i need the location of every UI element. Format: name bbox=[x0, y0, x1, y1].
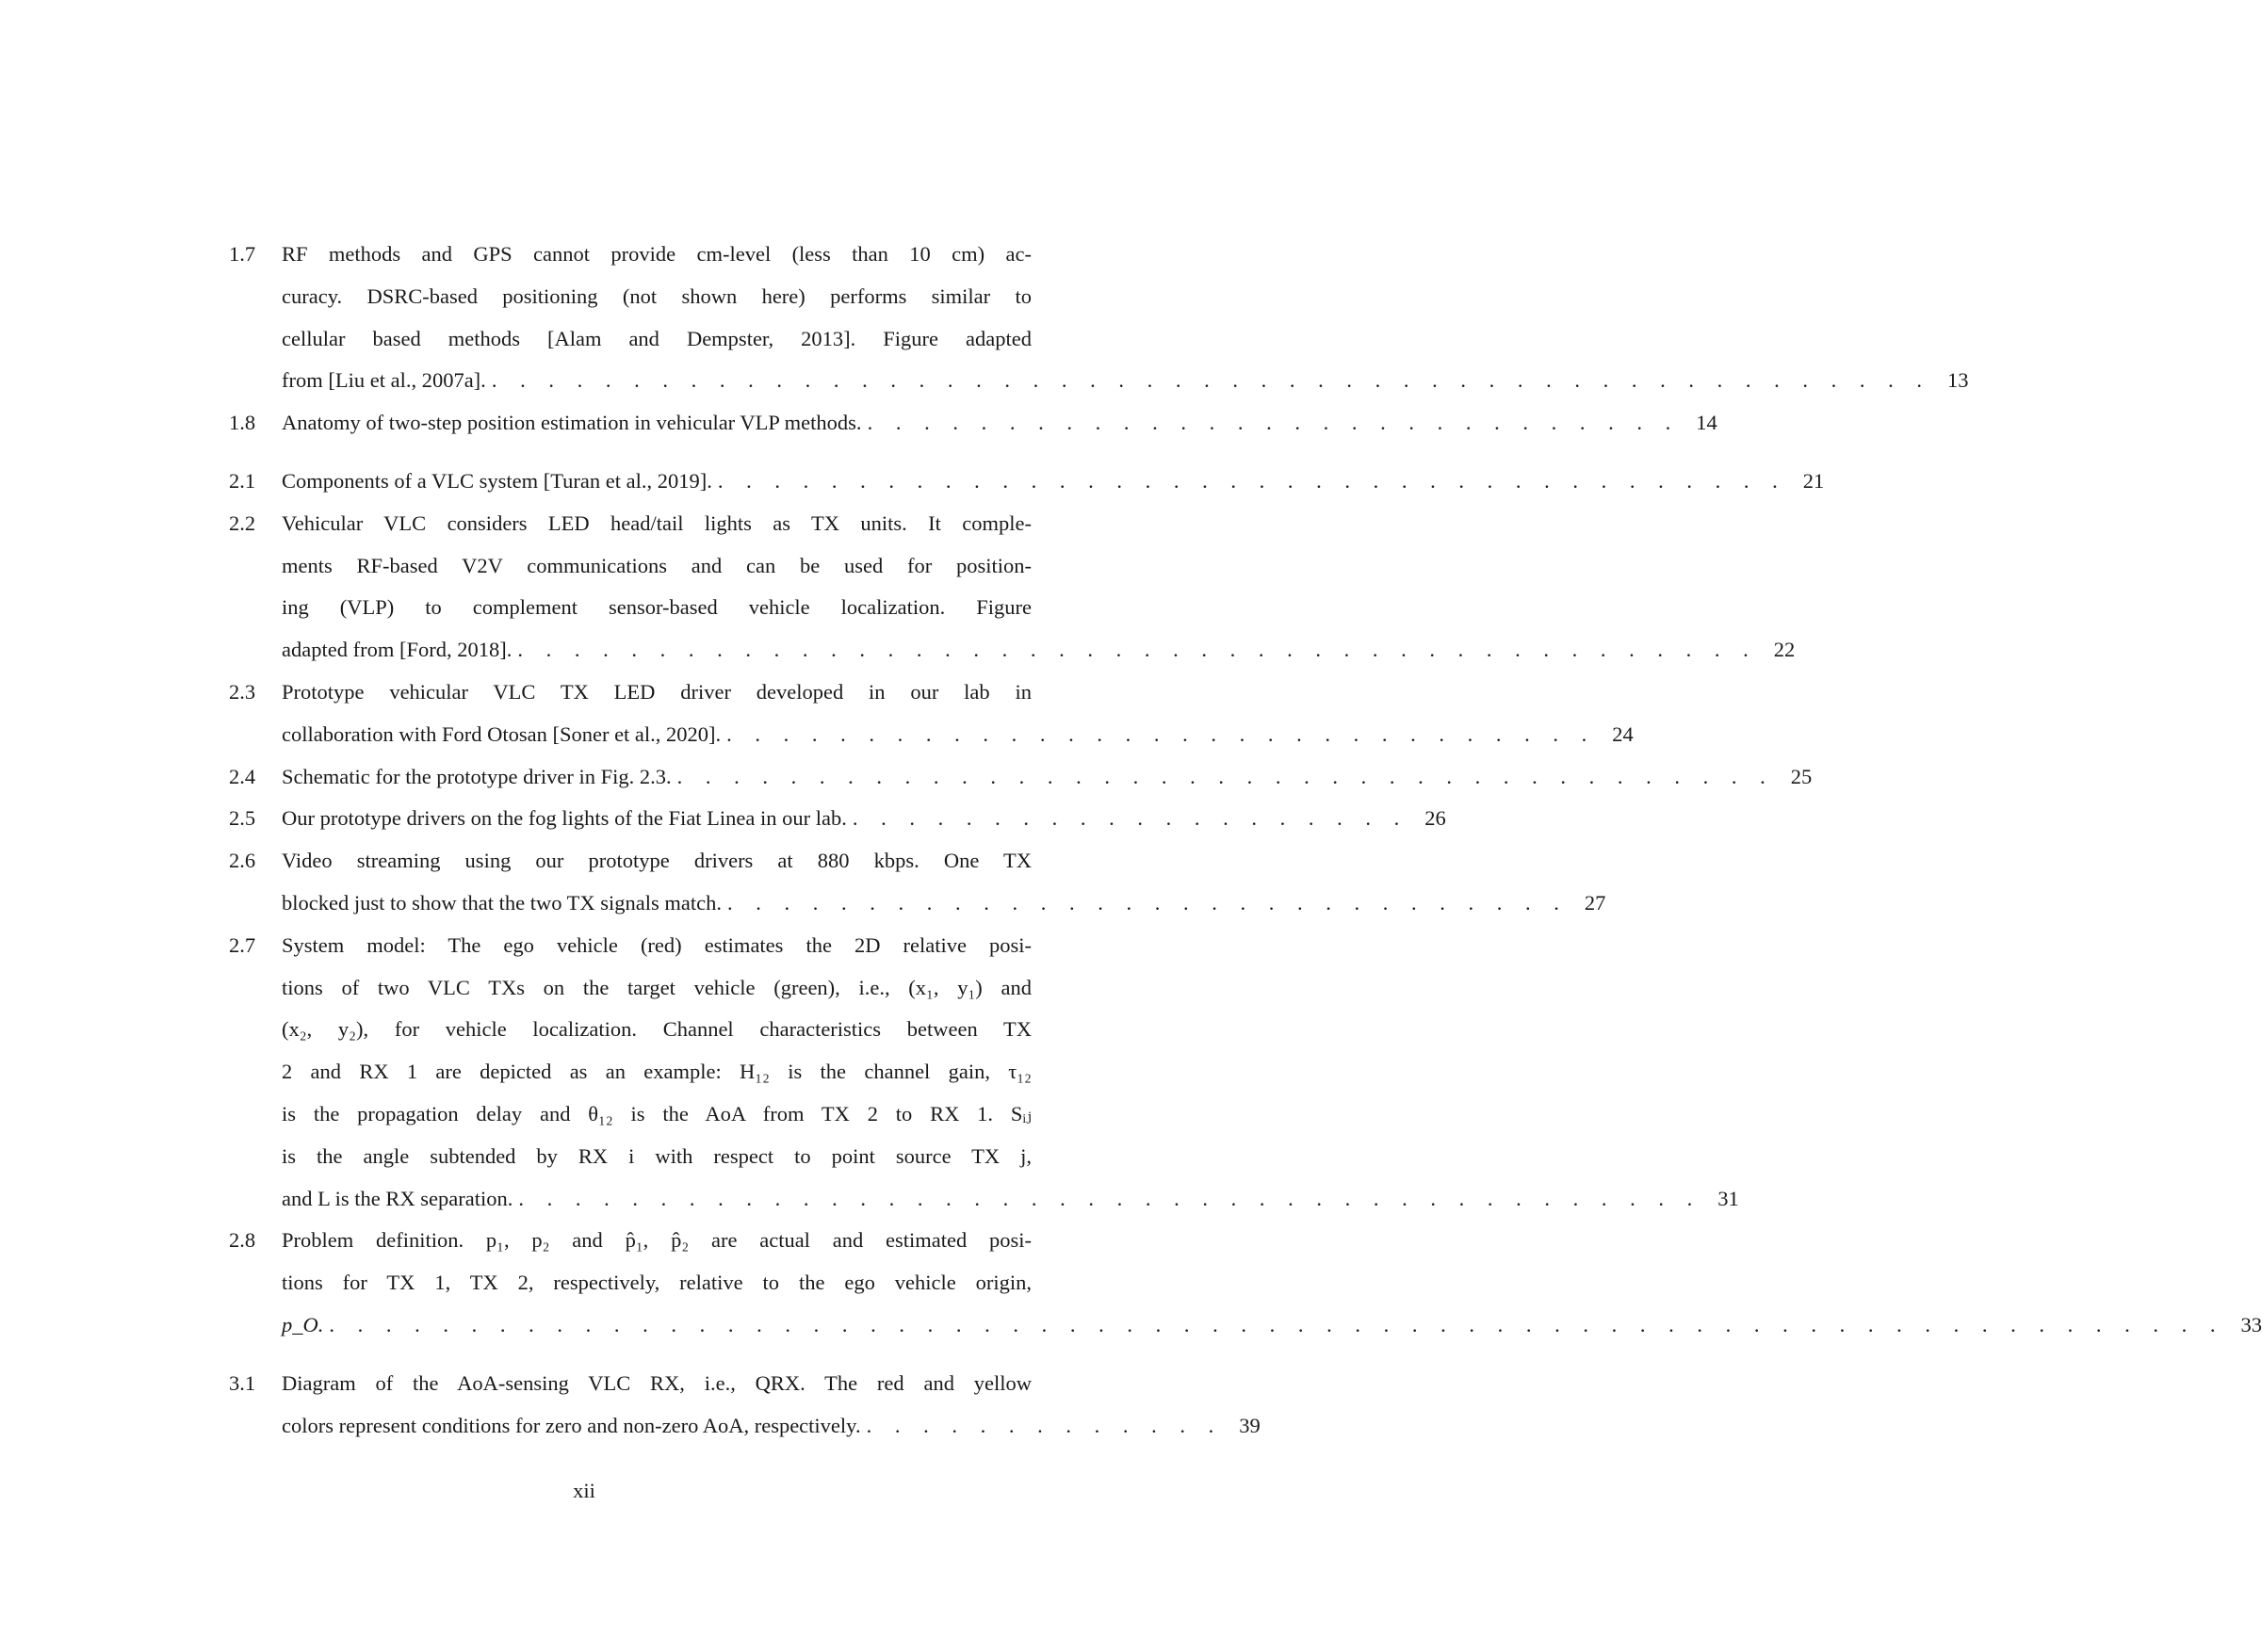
dot-leader: . . . . . . . . . . . . . . . . . . . . . . . . . . . . . . bbox=[727, 890, 1569, 915]
entry-line: is the angle subtended by RX i with respect to point source TX j, bbox=[282, 1143, 1032, 1168]
entry-line: cellular based methods [Alam and Dempster, 2013]. Figure adapted bbox=[282, 326, 1032, 350]
entry-line: ments RF-based V2V communications and can be used for position- bbox=[282, 553, 1032, 577]
dot-leader: . . . . . . . . . . . . . . . . . . . . . . . . . . . . . . . . . . . . . . . . . . bbox=[518, 1186, 1701, 1210]
entry-line: Anatomy of two-step position estimation in vehicular VLP methods. bbox=[282, 411, 862, 435]
page-number: 26 bbox=[1424, 806, 1446, 831]
entry-line: Vehicular VLC considers LED head/tail lights as TX units. It comple- bbox=[282, 510, 1032, 535]
entry-line: from [Liu et al., 2007a]. bbox=[282, 368, 486, 393]
entry-line: Components of a VLC system [Turan et al., 2019]. bbox=[282, 468, 712, 493]
entry-line: adapted from [Ford, 2018]. bbox=[282, 638, 513, 662]
figure-number: 1.7 bbox=[229, 242, 256, 266]
entry-line: System model: The ego vehicle (red) estimates the 2D relative posi- bbox=[282, 932, 1032, 957]
figure-entry-1-8[interactable] bbox=[229, 402, 1717, 445]
figure-entry-2-8[interactable] bbox=[229, 1220, 2262, 1346]
entry-line: collaboration with Ford Otosan [Soner et al., 2020]. bbox=[282, 721, 722, 746]
dot-leader: . . . . . . . . . . . . . . . . . . . . . . . . . . . . . bbox=[867, 411, 1680, 435]
figure-number: 3.1 bbox=[229, 1370, 256, 1395]
entry-line: is the propagation delay and θ₁₂ is the AoA from TX 2 to RX 1. Sᵢⱼ bbox=[282, 1101, 1032, 1126]
figure-number: 2.3 bbox=[229, 679, 256, 704]
entry-line: ing (VLP) to complement sensor-based vehicle localization. Figure bbox=[282, 595, 1032, 620]
figure-entry-2-2[interactable] bbox=[229, 503, 1796, 672]
page-number: 31 bbox=[1717, 1186, 1739, 1210]
page-number: 21 bbox=[1802, 468, 1825, 493]
dot-leader: . . . . . . . . . . . . . . . . . . . . . . . . . . . . . . . . . . . . . . . . . . . . bbox=[517, 638, 1758, 662]
figure-entry-2-5[interactable] bbox=[229, 798, 1446, 840]
dot-leader: . . . . . . . . . . . . . . . . . . . . bbox=[852, 806, 1408, 831]
figure-number: 2.5 bbox=[229, 806, 256, 831]
entry-line: blocked just to show that the two TX signals match. bbox=[282, 890, 723, 915]
page-number: 27 bbox=[1584, 890, 1606, 915]
entry-line: Problem definition. p₁, p₂ and p̂₁, p̂₂ are actual and estimated posi- bbox=[282, 1228, 1032, 1253]
entry-line: Diagram of the AoA-sensing VLC RX, i.e., QRX. The red and yellow bbox=[282, 1370, 1032, 1395]
list-of-figures bbox=[229, 234, 2262, 1447]
figure-entry-1-7[interactable] bbox=[229, 234, 1969, 402]
figure-entry-2-3[interactable] bbox=[229, 672, 1634, 756]
entry-line: RF methods and GPS cannot provide cm-level (less than 10 cm) ac- bbox=[282, 242, 1032, 266]
entry-line: curacy. DSRC-based positioning (not shown here) performs similar to bbox=[282, 283, 1032, 308]
page-number: 39 bbox=[1239, 1413, 1261, 1437]
dot-leader: . . . . . . . . . . . . . . . . . . . . . . . . . . . . . . . . . . . . . . . bbox=[676, 764, 1775, 788]
entry-line: and L is the RX separation. bbox=[282, 1186, 513, 1210]
dot-leader: . . . . . . . . . . . . . . . . . . . . . . . . . . . . . . . . . . . . . . . . . . . . . . . . . . . bbox=[491, 368, 1931, 393]
entry-line: 2 and RX 1 are depicted as an example: H₁₂ is the channel gain, τ₁₂ bbox=[282, 1060, 1032, 1084]
page-number: 33 bbox=[2240, 1312, 2262, 1336]
dot-leader: . . . . . . . . . . . . . . . . . . . . . . . . . . . . . . . bbox=[726, 721, 1596, 746]
dot-leader: . . . . . . . . . . . . . . . . . . . . . . . . . . . . . . . . . . . . . . bbox=[717, 468, 1787, 493]
dot-leader: . . . . . . . . . . . . . bbox=[866, 1413, 1223, 1437]
figure-entry-3-1[interactable] bbox=[229, 1363, 1261, 1448]
page-number: 13 bbox=[1946, 368, 1969, 393]
page-number: 25 bbox=[1790, 764, 1813, 788]
figure-number: 2.7 bbox=[229, 932, 256, 957]
entry-line: tions for TX 1, TX 2, respectively, relative to the ego vehicle origin, bbox=[282, 1271, 1032, 1295]
entry-line: tions of two VLC TXs on the target vehicle (green), i.e., (x₁, y₁) and bbox=[282, 975, 1032, 999]
figure-number: 1.8 bbox=[229, 411, 256, 435]
entry-line: Prototype vehicular VLC TX LED driver developed in our lab in bbox=[282, 679, 1032, 704]
figure-entry-2-1[interactable] bbox=[229, 461, 1825, 503]
entry-line: Video streaming using our prototype drivers at 880 kbps. One TX bbox=[282, 849, 1032, 873]
entry-line: colors represent conditions for zero and non-zero AoA, respectively. bbox=[282, 1413, 861, 1437]
figure-number: 2.1 bbox=[229, 468, 256, 493]
entry-line: (x₂, y₂), for vehicle localization. Channel characteristics between TX bbox=[282, 1017, 1032, 1042]
dot-leader: . . . . . . . . . . . . . . . . . . . . . . . . . . . . . . . . . . . . . . . . . . . . . . . . . . . . . . . . . . . . . . . . . . . bbox=[329, 1312, 2224, 1336]
page-footer-number: xii bbox=[573, 1479, 595, 1502]
figure-number: 2.2 bbox=[229, 510, 256, 535]
figure-number: 2.6 bbox=[229, 849, 256, 873]
figure-entry-2-4[interactable] bbox=[229, 756, 1813, 799]
page-number: 24 bbox=[1612, 721, 1634, 746]
figure-entry-2-7[interactable] bbox=[229, 925, 1739, 1221]
figure-entry-2-6[interactable] bbox=[229, 840, 1606, 925]
figure-number: 2.8 bbox=[229, 1228, 256, 1253]
figure-number: 2.4 bbox=[229, 764, 256, 788]
page-number: 22 bbox=[1773, 638, 1796, 662]
entry-line: Our prototype drivers on the fog lights of the Fiat Linea in our lab. bbox=[282, 806, 847, 831]
page-number: 14 bbox=[1696, 411, 1717, 435]
entry-line: Schematic for the prototype driver in Fig. 2.3. bbox=[282, 764, 672, 788]
entry-line: p_O. bbox=[282, 1312, 324, 1336]
